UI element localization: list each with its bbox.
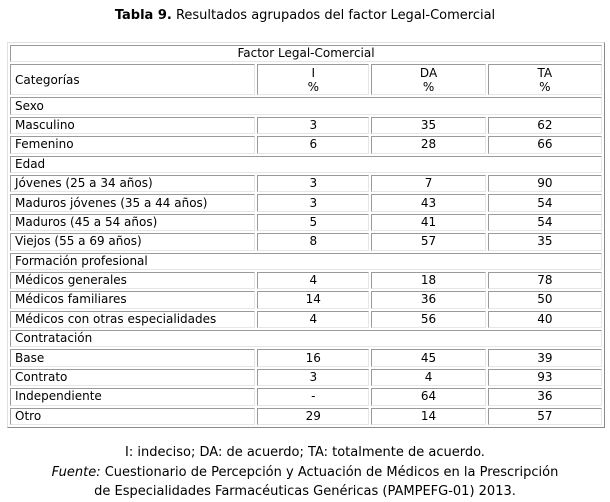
cell-i: 5 [257, 214, 369, 231]
cell-ta: 66 [488, 136, 602, 153]
cell-ta: 54 [488, 214, 602, 231]
table-row [10, 349, 602, 366]
cell-ta: 36 [488, 388, 602, 405]
row-label: Médicos generales [10, 272, 255, 289]
cell-da: 28 [371, 136, 485, 153]
header-ta: TA % [488, 64, 602, 95]
header-da: DA % [371, 64, 485, 95]
cell-i: - [257, 388, 369, 405]
cell-i: 29 [257, 408, 369, 425]
cell-i: 6 [257, 136, 369, 153]
cell-da: 7 [371, 175, 485, 192]
row-label: Jóvenes (25 a 34 años) [10, 175, 255, 192]
cell-i: 3 [257, 117, 369, 134]
cell-i: 3 [257, 369, 369, 386]
cell-ta: 35 [488, 233, 602, 250]
row-label: Viejos (55 a 69 años) [10, 233, 255, 250]
header-i: I % [257, 64, 369, 95]
table-row [10, 117, 602, 134]
cell-i: 14 [257, 291, 369, 308]
table-title-text: Resultados agrupados del factor Legal-Comercial [171, 8, 496, 23]
group-label: Sexo [10, 97, 602, 114]
source-note-line2: de Especialidades Farmacéuticas Genéricas (PAMPEFG-01) 2013. [94, 484, 516, 499]
row-label: Maduros (45 a 54 años) [10, 214, 255, 231]
table-row [10, 214, 602, 231]
group-row [10, 97, 602, 114]
source-note [0, 463, 610, 483]
cell-da: 43 [371, 194, 485, 211]
cell-da: 64 [371, 388, 485, 405]
cell-da: 56 [371, 311, 485, 328]
cell-da: 18 [371, 272, 485, 289]
table-notes [0, 443, 610, 502]
cell-da: 36 [371, 291, 485, 308]
row-label: Independiente [10, 388, 255, 405]
row-label: Otro [10, 408, 255, 425]
cell-da: 4 [371, 369, 485, 386]
source-text: Cuestionario de Percepción y Actuación de Médicos en la Prescripción [100, 464, 559, 480]
table-row [10, 291, 602, 308]
cell-ta: 62 [488, 117, 602, 134]
header-row [10, 64, 602, 95]
cell-da: 14 [371, 408, 485, 425]
cell-ta: 40 [488, 311, 602, 328]
cell-ta: 78 [488, 272, 602, 289]
cell-ta: 50 [488, 291, 602, 308]
header-categorias: Categorías [10, 64, 255, 95]
row-label: Base [10, 349, 255, 366]
row-label: Médicos familiares [10, 291, 255, 308]
table-number: Tabla 9. [114, 8, 172, 23]
cell-ta: 90 [488, 175, 602, 192]
source-label: Fuente: [51, 464, 101, 480]
group-row [10, 253, 602, 270]
table-row [10, 136, 602, 153]
cell-ta: 54 [488, 194, 602, 211]
abbreviation-legend: I: indeciso; DA: de acuerdo; TA: totalmente de acuerdo. [125, 445, 485, 460]
cell-da: 57 [371, 233, 485, 250]
cell-da: 41 [371, 214, 485, 231]
row-label: Contrato [10, 369, 255, 386]
table-row [10, 194, 602, 211]
cell-da: 35 [371, 117, 485, 134]
row-label: Femenino [10, 136, 255, 153]
row-label: Masculino [10, 117, 255, 134]
cell-da: 45 [371, 349, 485, 366]
row-label: Médicos con otras especialidades [10, 311, 255, 328]
table-row [10, 388, 602, 405]
table-row [10, 233, 602, 250]
caption-row [10, 45, 602, 62]
group-label: Contratación [10, 330, 602, 347]
row-label: Maduros jóvenes (35 a 44 años) [10, 194, 255, 211]
table-row [10, 369, 602, 386]
cell-ta: 39 [488, 349, 602, 366]
cell-ta: 57 [488, 408, 602, 425]
table-row [10, 311, 602, 328]
group-row [10, 156, 602, 173]
results-table [7, 42, 605, 428]
group-label: Formación profesional [10, 253, 602, 270]
table-row [10, 175, 602, 192]
cell-i: 3 [257, 175, 369, 192]
group-label: Edad [10, 156, 602, 173]
table-row [10, 272, 602, 289]
table-row [10, 408, 602, 425]
group-row [10, 330, 602, 347]
cell-ta: 93 [488, 369, 602, 386]
cell-i: 16 [257, 349, 369, 366]
cell-i: 3 [257, 194, 369, 211]
table-caption: Factor Legal-Comercial [10, 45, 602, 62]
cell-i: 4 [257, 272, 369, 289]
cell-i: 8 [257, 233, 369, 250]
table-title [0, 8, 610, 23]
cell-i: 4 [257, 311, 369, 328]
